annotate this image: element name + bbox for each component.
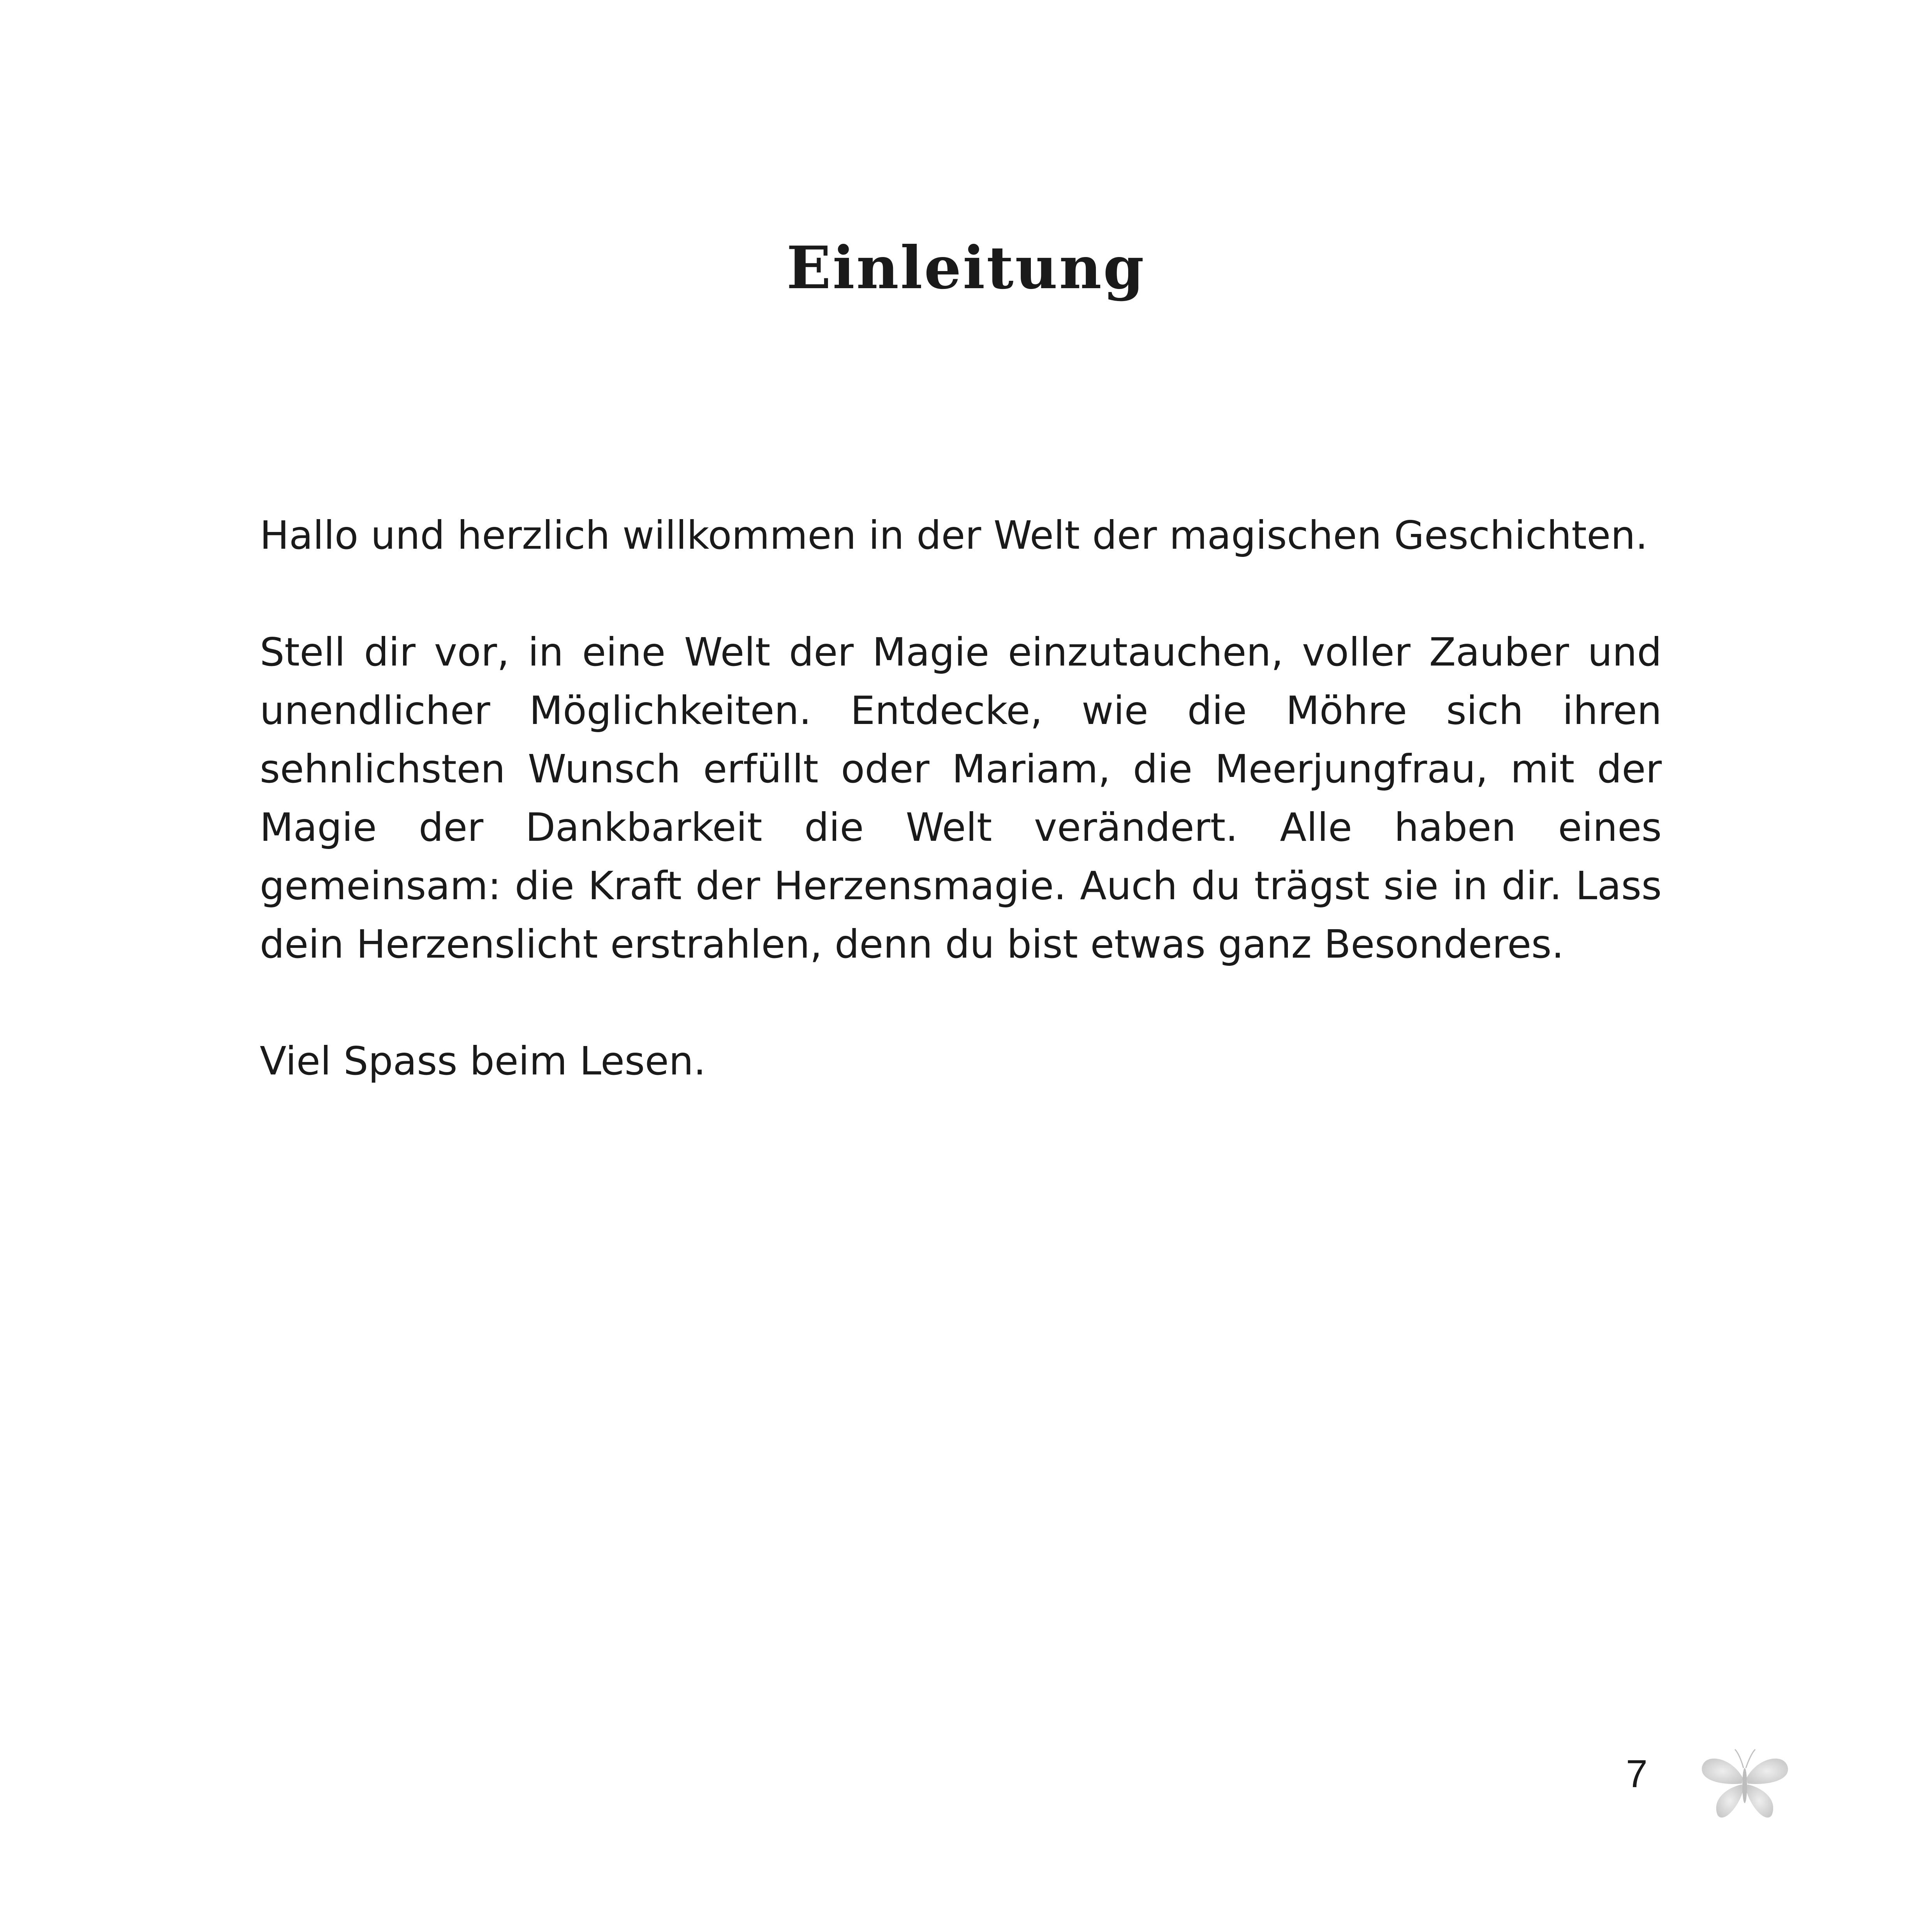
paragraph-closing: Viel Spass beim Lesen. [260, 1038, 706, 1084]
page-number: 7 [1626, 1752, 1648, 1796]
paragraph-greeting: Hallo und herzlich willkommen in der Welt der magischen Geschichten. [260, 512, 1648, 558]
page-title: Einleitung [786, 234, 1146, 302]
paragraph-introduction: Stell dir vor, in eine Welt der Magie einzutauchen, voller Zauber und unendlicher Möglichkeiten. Entdecke, wie die Möhre sich ihren sehnlichsten Wunsch erfüllt oder Mariam, die Meerjungfrau, mit der Magie der Dankbarkeit die Welt verändert. Alle haben eines gemeinsam: die Kraft der Herzensmagie. Auch du trägst sie in dir. Lass dein Herzenslicht erstrahlen, denn du bist etwas ganz Besonderes. [260, 629, 1662, 967]
butterfly-icon [1696, 1741, 1793, 1826]
page-body [260, 506, 1662, 1149]
